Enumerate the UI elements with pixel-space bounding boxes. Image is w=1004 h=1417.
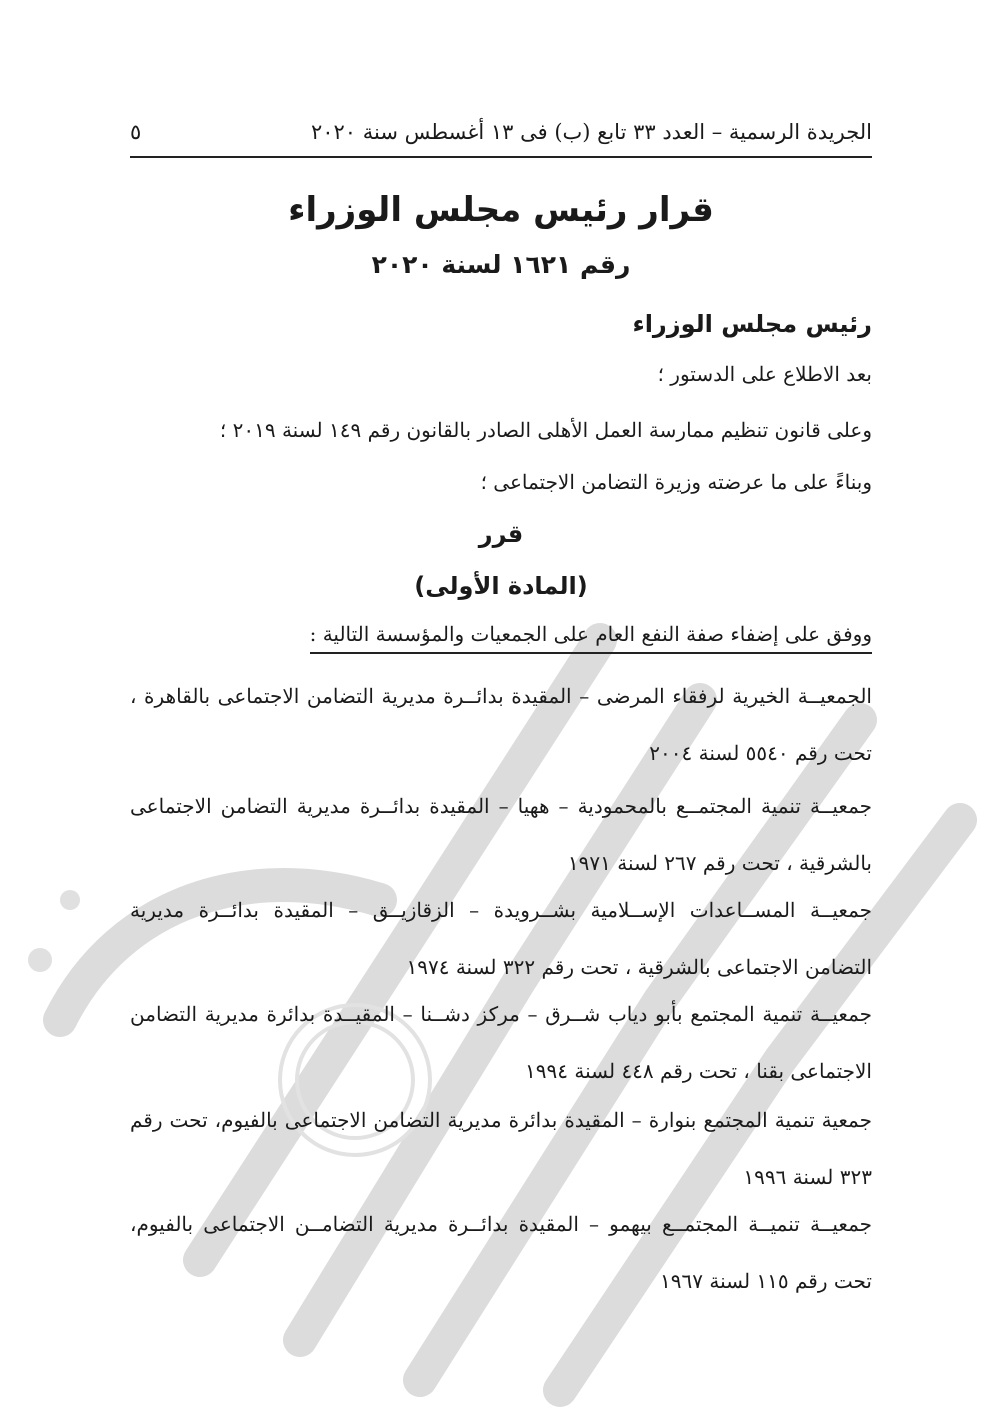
- association-entry: جمعيــة تنمية المجتمع بأبو دياب شــرق – مركز دشــنا – المقيــدة بدائرة مديرية التضامن الاجتماعى بقنا ، تحت رقم ٤٤٨ لسنة ١٩٩٤: [130, 1002, 872, 1083]
- page-number: ٥: [130, 120, 142, 144]
- association-entry: جمعية تنمية المجتمع بنوارة – المقيدة بدائرة مديرية التضامن الاجتماعى بالفيوم، تحت رقم ٣٢٣ لسنة ١٩٩٦: [130, 1108, 872, 1189]
- page-header: [130, 112, 872, 152]
- article-intro: ووفق على إضفاء صفة النفع العام على الجمعيات والمؤسسة التالية :: [310, 622, 872, 654]
- association-entry: الجمعيــة الخيرية لرفقاء المرضى – المقيدة بدائــرة مديرية التضامن الاجتماعى بالقاهرة ، تحت رقم ٥٥٤٠ لسنة ٢٠٠٤: [130, 684, 872, 765]
- decree-number: رقم ١٦٢١ لسنة ٢٠٢٠: [371, 250, 631, 279]
- document-page: [130, 0, 872, 1417]
- preamble-line: بعد الاطلاع على الدستور ؛: [657, 362, 872, 386]
- preamble-line: وعلى قانون تنظيم ممارسة العمل الأهلى الصادر بالقانون رقم ١٤٩ لسنة ٢٠١٩ ؛: [219, 418, 872, 442]
- header-divider: [130, 156, 872, 158]
- decision-heading: قرر: [478, 520, 524, 548]
- association-entry: جمعيــة المســاعدات الإســلامية بشــرويدة – الزقازيــق – المقيدة بدائــرة مديرية التضامن الاجتماعى بالشرقية ، تحت رقم ٣٢٢ لسنة ١٩٧٤: [130, 898, 872, 979]
- preamble-line: وبناءً على ما عرضته وزيرة التضامن الاجتماعى ؛: [480, 470, 872, 494]
- association-entry: جمعيــة تنميــة المجتمــع بيهمو – المقيدة بدائــرة مديرية التضامــن الاجتماعى بالفيوم، تحت رقم ١١٥ لسنة ١٩٦٧: [130, 1212, 872, 1293]
- decree-title: قرار رئيس مجلس الوزراء: [288, 190, 714, 230]
- decree-issuer: رئيس مجلس الوزراء: [632, 310, 872, 338]
- publication-line: الجريدة الرسمية – العدد ٣٣ تابع (ب) فى ١٣ أغسطس سنة ٢٠٢٠: [310, 120, 872, 144]
- article-heading: (المادة الأولى): [414, 572, 588, 600]
- association-entry: جمعيــة تنمية المجتمــع بالمحمودية – ههيا – المقيدة بدائــرة مديرية التضامن الاجتماعى بالشرقية ، تحت رقم ٢٦٧ لسنة ١٩٧١: [130, 794, 872, 875]
